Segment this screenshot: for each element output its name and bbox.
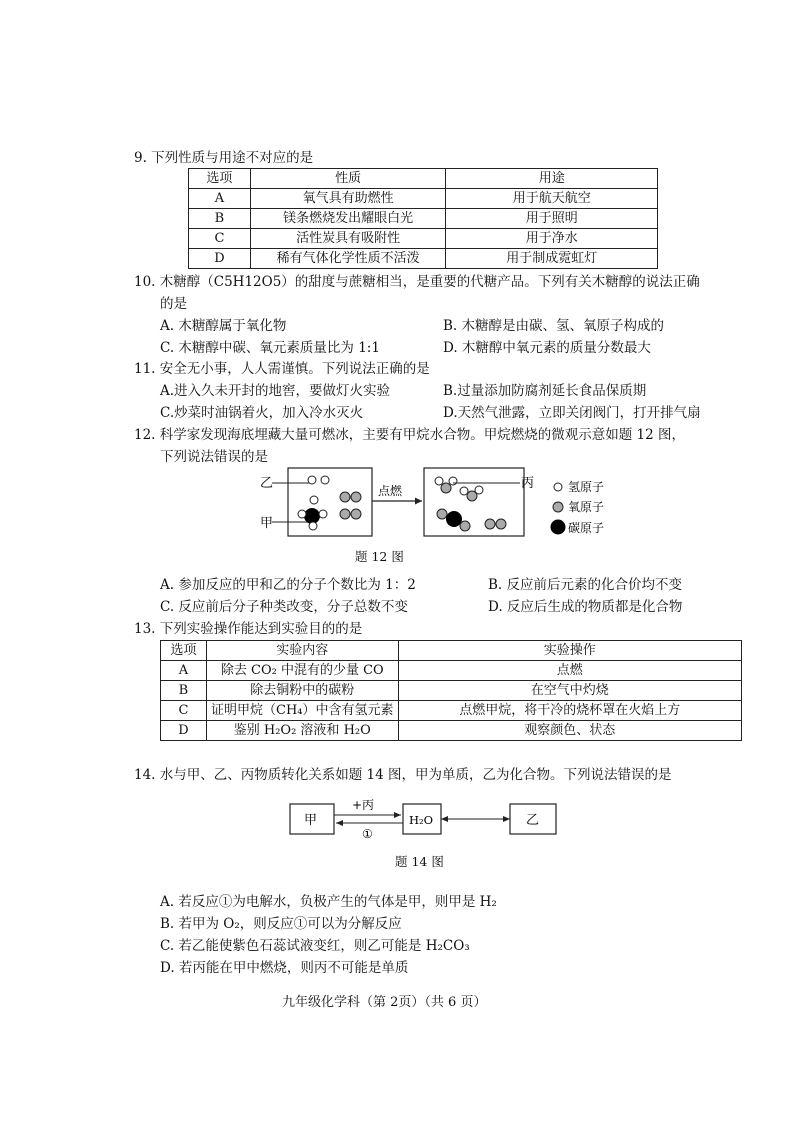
- q12-option-d: D. 反应后生成的物质都是化合物: [488, 599, 683, 615]
- q10-stem-line2: 的是: [160, 296, 187, 312]
- q11-option-c: C.炒菜时油锅着火，加入冷水灭火: [160, 405, 364, 421]
- carbon-atom: [446, 511, 462, 527]
- table-header-row: [189, 169, 658, 189]
- q11-option-b: B.过量添加防腐剂延长食品保质期: [443, 383, 647, 399]
- table-cell: 点燃甲烷，将干冷的烧杯罩在火焰上方: [398, 701, 741, 721]
- legend-hydrogen-label: 氢原子: [568, 480, 605, 494]
- table-cell: 点燃: [398, 661, 741, 681]
- table-cell: 除去铜粉中的碳粉: [206, 681, 398, 701]
- table-row: [161, 681, 742, 701]
- q11-option-a: A.进入久未开封的地窖，要做灯火实验: [160, 383, 391, 399]
- oxygen-atom: [485, 519, 495, 529]
- table-cell: C: [189, 229, 251, 249]
- arrow-head: [415, 498, 422, 505]
- table-cell: D: [189, 249, 251, 269]
- table-cell: 镁条燃烧发出耀眼白光: [250, 209, 446, 229]
- hydrogen-atom: [321, 476, 329, 484]
- oxygen-atom: [437, 509, 447, 519]
- table-cell: 用于制成霓虹灯: [446, 249, 658, 269]
- arrow-label-circle-one: ①: [362, 827, 373, 841]
- table-row: [189, 229, 658, 249]
- table-cell: 鉴别 H₂O₂ 溶液和 H₂O: [206, 721, 398, 741]
- table-cell: 活性炭具有吸附性: [250, 229, 446, 249]
- label-jia: 甲: [260, 516, 274, 531]
- q14-option-d: D. 若丙能在甲中燃烧，则丙不可能是单质: [160, 960, 409, 976]
- q12-stem-line2: 下列说法错误的是: [160, 449, 268, 465]
- table-cell: A: [189, 189, 251, 209]
- oxygen-atom: [351, 492, 361, 502]
- header-cell: 实验操作: [398, 641, 741, 661]
- legend-oxygen-label: 氧原子: [568, 500, 605, 514]
- oxygen-atom: [460, 521, 470, 531]
- legend-carbon-label: 碳原子: [568, 521, 605, 535]
- arrow-head: [503, 816, 510, 822]
- q12-reaction-diagram: [250, 466, 630, 542]
- header-cell: 选项: [189, 169, 251, 189]
- q11-option-d: D.天然气泄露，立即关闭阀门，打开排气扇: [443, 405, 701, 421]
- q13-stem: 13. 下列实验操作能达到实验目的的是: [134, 621, 363, 637]
- table-row: [161, 701, 742, 721]
- hydrogen-atom: [435, 477, 443, 485]
- q10-option-b: B. 木糖醇是由碳、氢、氧原子构成的: [443, 318, 665, 334]
- q10-option-a: A. 木糖醇属于氧化物: [160, 318, 287, 334]
- hydrogen-atom: [475, 486, 483, 494]
- q13-table: [160, 640, 742, 741]
- box-water-label: H₂O: [409, 813, 434, 827]
- q11-stem: 11. 安全无小事，人人需谨慎。下列说法正确的是: [134, 361, 430, 377]
- label-yi: 乙: [260, 476, 274, 491]
- oxygen-atom: [496, 519, 506, 529]
- table-cell: 证明甲烷（CH₄）中含有氢元素: [206, 701, 398, 721]
- arrow-label-dianran: 点燃: [378, 484, 403, 498]
- table-cell: C: [161, 701, 207, 721]
- table-cell: A: [161, 661, 207, 681]
- table-cell: 用于净水: [446, 229, 658, 249]
- table-row: [189, 209, 658, 229]
- table-row: [189, 189, 658, 209]
- legend-carbon-icon: [551, 520, 566, 535]
- table-cell: 在空气中灼烧: [398, 681, 741, 701]
- oxygen-atom: [441, 483, 451, 493]
- page-footer: 九年级化学科（第 2页）（共 6 页）: [282, 995, 487, 1010]
- table-cell: 用于照明: [446, 209, 658, 229]
- oxygen-atom: [351, 509, 361, 519]
- q14-transform-diagram: [288, 794, 558, 842]
- hydrogen-atom: [298, 510, 306, 518]
- q10-option-d: D. 木糖醇中氧元素的质量分数最大: [443, 340, 651, 356]
- header-cell: 选项: [161, 641, 207, 661]
- q14-option-b: B. 若甲为 O₂，则反应①可以为分解反应: [160, 916, 402, 932]
- q9-table: [188, 168, 658, 269]
- q12-option-c: C. 反应前后分子种类改变，分子总数不变: [160, 599, 408, 615]
- oxygen-atom: [340, 492, 350, 502]
- table-cell: 用于航天航空: [446, 189, 658, 209]
- table-cell: 观察颜色、状态: [398, 721, 741, 741]
- table-header-row: [161, 641, 742, 661]
- table-cell: D: [161, 721, 207, 741]
- arrow-head: [336, 820, 343, 826]
- arrow-head: [441, 816, 448, 822]
- q12-option-b: B. 反应前后元素的化合价均不变: [488, 577, 683, 593]
- q14-option-a: A. 若反应①为电解水，负极产生的气体是甲，则甲是 H₂: [160, 894, 497, 910]
- table-row: [161, 721, 742, 741]
- table-cell: B: [189, 209, 251, 229]
- table-row: [161, 661, 742, 681]
- q10-stem-line1: 10. 木糖醇（C5H12O5）的甜度与蔗糖相当，是重要的代糖产品。下列有关木糖醇的说法正确: [134, 274, 700, 290]
- hydrogen-atom: [308, 476, 316, 484]
- q12-caption: 题 12 图: [355, 549, 404, 564]
- q9-stem: 9. 下列性质与用途不对应的是: [134, 150, 314, 166]
- table-cell: 稀有气体化学性质不活泼: [250, 249, 446, 269]
- table-cell: 氧气具有助燃性: [250, 189, 446, 209]
- hydrogen-atom: [460, 487, 468, 495]
- table-row: [189, 249, 658, 269]
- hydrogen-atom: [319, 510, 327, 518]
- oxygen-atom: [340, 509, 350, 519]
- q14-stem: 14. 水与甲、乙、丙物质转化关系如题 14 图，甲为单质，乙为化合物。下列说法错误的是: [134, 767, 672, 783]
- hydrogen-atom: [309, 522, 317, 530]
- table-cell: 除去 CO₂ 中混有的少量 CO: [206, 661, 398, 681]
- hydrogen-atom: [449, 477, 457, 485]
- box-jia-label: 甲: [304, 813, 318, 828]
- q10-option-c: C. 木糖醇中碳、氧元素质量比为 1:1: [160, 340, 380, 356]
- q12-stem-line1: 12. 科学家发现海底埋藏大量可燃冰，主要有甲烷水合物。甲烷燃烧的微观示意如题 12 图，: [134, 427, 686, 443]
- carbon-atom: [304, 508, 320, 524]
- header-cell: 性质: [250, 169, 446, 189]
- q12-option-a: A. 参加反应的甲和乙的分子个数比为 1：2: [160, 577, 416, 593]
- label-bing: 丙: [521, 476, 535, 491]
- legend-oxygen-icon: [553, 502, 563, 512]
- table-cell: B: [161, 681, 207, 701]
- hydrogen-atom: [310, 496, 318, 504]
- arrow-label-bing: +丙: [352, 798, 375, 812]
- header-cell: 用途: [446, 169, 658, 189]
- q14-option-c: C. 若乙能使紫色石蕊试液变红，则乙可能是 H₂CO₃: [160, 938, 470, 954]
- box-yi-label: 乙: [526, 813, 540, 828]
- arrow-head: [394, 812, 401, 818]
- q14-caption: 题 14 图: [395, 854, 444, 869]
- header-cell: 实验内容: [206, 641, 398, 661]
- legend-hydrogen-icon: [554, 483, 562, 491]
- reactant-box: [288, 468, 372, 536]
